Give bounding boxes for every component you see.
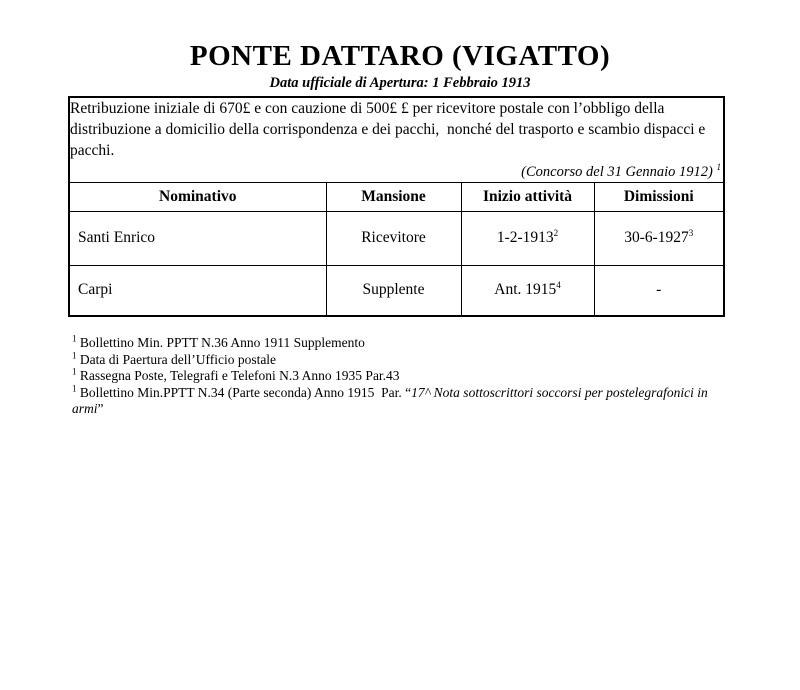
cell-dimissioni bbox=[594, 265, 724, 316]
cell-mansione: Supplente bbox=[326, 265, 461, 316]
table-row bbox=[69, 211, 724, 265]
footnote bbox=[72, 385, 724, 418]
footnote-text: Bollettino Min.PPTT N.34 (Parte seconda) Anno 1915 Par. “ bbox=[79, 384, 412, 400]
dimissioni-value: - bbox=[656, 281, 662, 299]
footnote-text: Bollettino Min. PPTT N.36 Anno 1911 Supplemento bbox=[79, 335, 365, 350]
footnote-text: Rassegna Poste, Telegrafi e Telefoni N.3 Anno 1935 Par.43 bbox=[79, 368, 400, 383]
info-paragraph: Retribuzione iniziale di 670£ e con cauzione di 500£ £ per ricevitore postale con l’obbligo della distribuzione a domicilio della corrispondenza e dei pacchi, nonché del trasporto e scambio dispacci e pacchi. bbox=[70, 100, 710, 159]
col-header-inizio-attivita: Inizio attività bbox=[461, 182, 594, 211]
footnote-ref: 2 bbox=[553, 227, 559, 238]
col-header-nominativo: Nominativo bbox=[69, 182, 326, 211]
cell-nominativo: Santi Enrico bbox=[69, 211, 326, 265]
cell-nominativo: Carpi bbox=[69, 265, 326, 316]
page-subtitle: Data ufficiale di Apertura: 1 Febbraio 1913 bbox=[269, 75, 531, 91]
col-header-dimissioni: Dimissioni bbox=[594, 182, 724, 211]
footnote bbox=[72, 352, 724, 369]
page-title: PONTE DATTARO (VIGATTO) bbox=[189, 40, 611, 72]
concorso-text: (Concorso del 31 Gennaio 1912) bbox=[521, 164, 717, 180]
footnote-text: Data di Paertura dell’Ufficio postale bbox=[79, 351, 277, 367]
post-office-table bbox=[68, 96, 725, 317]
footnote-ref: 4 bbox=[556, 280, 561, 291]
cell-inizio-attivita bbox=[461, 265, 594, 316]
cell-dimissioni bbox=[594, 211, 724, 265]
col-header-mansione: Mansione bbox=[326, 182, 461, 211]
inizio-value: Ant. 1915 bbox=[494, 281, 557, 299]
concorso-footnote-ref: 1 bbox=[716, 162, 721, 173]
inizio-value: 1-2-1913 bbox=[496, 229, 554, 246]
document-page bbox=[0, 41, 800, 690]
footnote bbox=[72, 368, 724, 385]
footnote-marker: 1 bbox=[72, 366, 77, 377]
info-row bbox=[69, 97, 724, 182]
footnote-text-italic: 17^ Nota sottoscrittori soccorsi per postelegrafonici in armi bbox=[72, 384, 712, 416]
footnote-marker: 1 bbox=[72, 383, 77, 393]
info-cell bbox=[69, 97, 724, 182]
footnote-text: ” bbox=[97, 401, 104, 416]
cell-inizio-attivita bbox=[461, 211, 594, 265]
footnote-marker: 1 bbox=[72, 333, 77, 344]
table-header-row bbox=[69, 182, 724, 211]
concorso-note bbox=[70, 163, 723, 181]
cell-mansione: Ricevitore bbox=[326, 211, 461, 265]
dimissioni-value: 30-6-1927 bbox=[624, 229, 689, 246]
table-row bbox=[69, 265, 724, 316]
footnote-ref: 3 bbox=[688, 227, 694, 238]
footnote-marker: 1 bbox=[72, 350, 77, 360]
footnote bbox=[72, 335, 724, 352]
footnotes bbox=[72, 335, 724, 418]
